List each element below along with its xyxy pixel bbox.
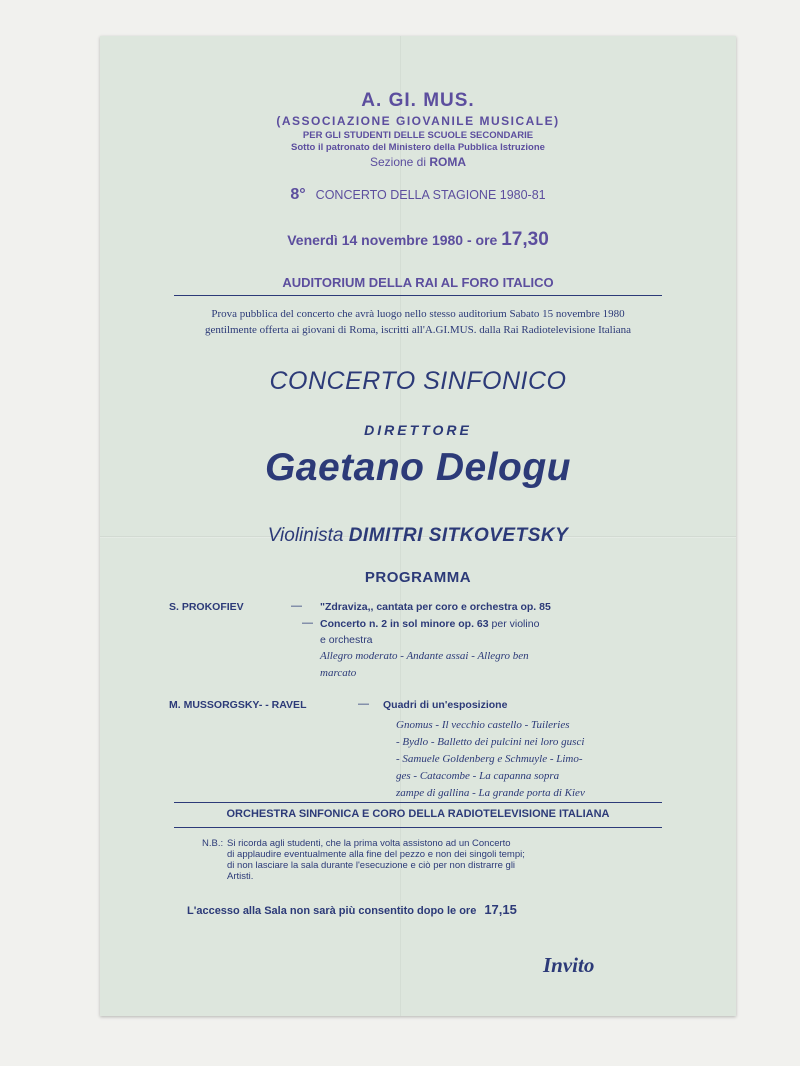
work-pictures-title: Quadri di un'esposizione bbox=[383, 699, 508, 711]
orchestra-divider-top bbox=[174, 802, 662, 803]
work-zdraviza bbox=[320, 601, 551, 613]
dash: — bbox=[358, 698, 369, 710]
concert-time: 17,30 bbox=[501, 229, 549, 250]
rehearsal-line-1: Prova pubblica del concerto che avrà luogo nello stesso auditorium Sabato 15 novembre 1980 bbox=[211, 308, 625, 320]
note-line-2: di applaudire eventualmente alla fine del pezzo e non dei singoli tempi; bbox=[227, 849, 525, 860]
venue: AUDITORIUM DELLA RAI AL FORO ITALICO bbox=[282, 275, 554, 290]
concert-number: 8° bbox=[290, 186, 306, 203]
audience-line: PER GLI STUDENTI DELLE SCUOLE SECONDARIE bbox=[302, 130, 534, 141]
season-line bbox=[100, 186, 736, 204]
note-line-4: Artisti. bbox=[227, 871, 254, 882]
conductor-name: Gaetano Delogu bbox=[264, 446, 572, 489]
work-violin-concerto-suffix: per violino bbox=[488, 618, 540, 630]
season-text: CONCERTO DELLA STAGIONE 1980-81 bbox=[315, 188, 546, 202]
programme-heading: PROGRAMMA bbox=[364, 569, 472, 586]
pictures-line-2: - Bydlo - Balletto dei pulcini nei loro gusci bbox=[396, 736, 585, 748]
orchestra-divider-bottom bbox=[174, 827, 662, 828]
organization-full-name: (ASSOCIAZIONE GIOVANILE MUSICALE) bbox=[276, 114, 560, 128]
date-text: Venerdì 14 novembre 1980 - ore bbox=[287, 232, 498, 248]
note-label: N.B.: bbox=[202, 838, 224, 849]
work-violin-concerto-title: Concerto n. 2 in sol minore op. 63 bbox=[320, 618, 489, 630]
concert-title: CONCERTO SINFONICO bbox=[269, 367, 567, 395]
concert-date bbox=[100, 229, 736, 251]
invitation-label: Invito bbox=[543, 953, 595, 977]
section-prefix: Sezione di bbox=[369, 155, 430, 169]
movements bbox=[320, 648, 529, 682]
composer-mussorgsky-ravel: M. MUSSORGSKY- - RAVEL bbox=[169, 699, 307, 711]
work-violin-concerto bbox=[320, 618, 539, 630]
pictures-line-5: zampe di gallina - La grande porta di Kiev bbox=[396, 787, 585, 799]
pictures-line-4: ges - Catacombe - La capanna sopra bbox=[396, 770, 560, 782]
rehearsal-notice bbox=[100, 306, 736, 338]
organization-acronym: A. GI. MUS. bbox=[361, 90, 475, 111]
orchestra-name: ORCHESTRA SINFONICA E CORO DELLA RADIOTELEVISIONE ITALIANA bbox=[226, 808, 610, 820]
note-line-3: di non lasciare la sala durante l'esecuzione e ciò per non distrarre gli bbox=[227, 860, 516, 871]
dash: — bbox=[291, 600, 302, 612]
note-text bbox=[227, 838, 525, 882]
section-city: ROMA bbox=[429, 155, 467, 169]
work-zdraviza-title: "Zdraviza,, cantata per coro e orchestra op. 85 bbox=[320, 601, 551, 613]
pictures-line-1: Gnomus - Il vecchio castello - Tuileries bbox=[396, 719, 570, 731]
movements-line-1: Allegro moderato - Andante assai - Allegro ben bbox=[320, 650, 529, 662]
pictures-list bbox=[396, 717, 585, 802]
section-line bbox=[100, 155, 736, 169]
soloist-name: DIMITRI SITKOVETSKY bbox=[348, 525, 569, 546]
work-violin-concerto-line2: e orchestra bbox=[320, 634, 373, 646]
soloist-label: Violinista bbox=[267, 525, 344, 546]
dash: — bbox=[302, 617, 313, 629]
note-line-1: Si ricorda agli studenti, che la prima volta assistono ad un Concerto bbox=[227, 838, 511, 849]
access-notice bbox=[187, 902, 517, 917]
director-label: DIRETTORE bbox=[364, 422, 472, 438]
pictures-line-3: - Samuele Goldenberg e Schmuyle - Limo- bbox=[396, 753, 583, 765]
soloist-line bbox=[100, 525, 736, 547]
movements-line-2: marcato bbox=[320, 667, 357, 679]
venue-divider bbox=[174, 295, 662, 296]
concert-flyer bbox=[100, 36, 736, 1016]
composer-prokofiev: S. PROKOFIEV bbox=[169, 601, 244, 613]
access-time: 17,15 bbox=[484, 902, 517, 917]
patronage-line: Sotto il patronato del Ministero della Pubblica Istruzione bbox=[291, 142, 545, 153]
work-pictures bbox=[383, 699, 507, 711]
access-text: L'accesso alla Sala non sarà più consentito dopo le ore bbox=[187, 905, 477, 917]
rehearsal-line-2: gentilmente offerta ai giovani di Roma, iscritti all'A.GI.MUS. dalla Rai Radiotelevisione Italiana bbox=[204, 324, 632, 336]
